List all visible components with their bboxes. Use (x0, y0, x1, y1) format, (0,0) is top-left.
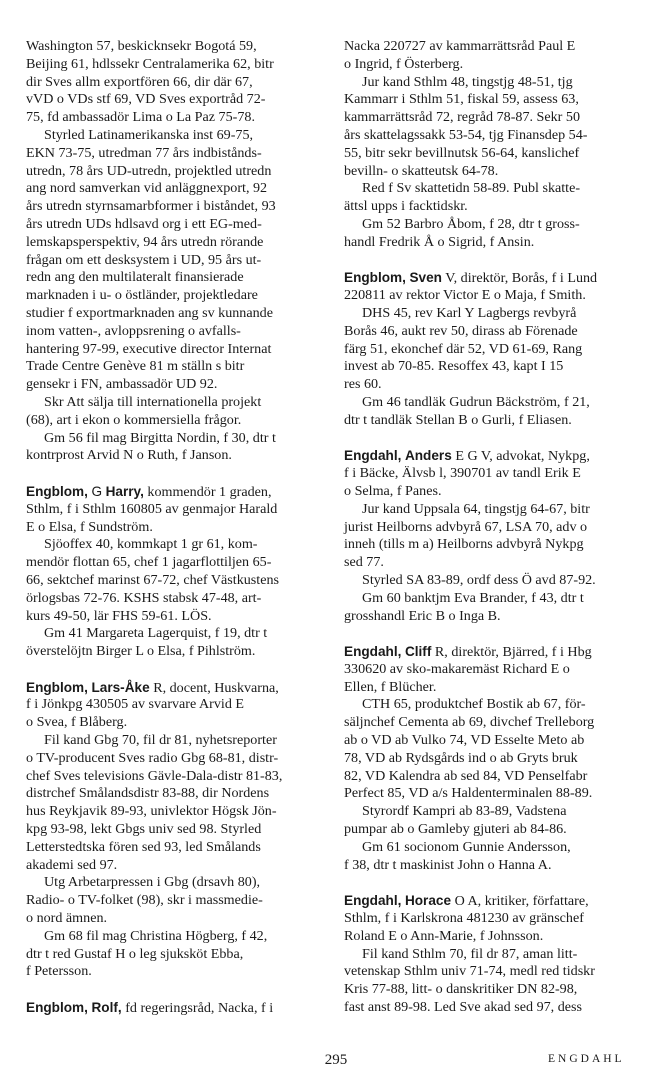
right-column (344, 38, 646, 1017)
entry-header (26, 483, 328, 501)
text-line: marknaden i u- o östländer, projektledare (26, 287, 258, 304)
text-line: 82, VD Kalendra ab sed 84, VD Penselfabr (344, 767, 588, 784)
text-line: Jur kand Sthlm 48, tingstjg 48-51, tjg (362, 73, 573, 90)
text-line: redn ang den multilateralt finansierade (26, 269, 244, 286)
text-line: grosshandl Eric B o Inga B. (344, 607, 501, 624)
text-line: res 60. (344, 376, 382, 393)
text-line: Sthlm, f i Karlskrona 481230 av gränschef (344, 910, 584, 927)
text-line: Fil kand Sthlm 70, fil dr 87, aman litt- (362, 945, 578, 962)
text-line: o Svea, f Blåberg. (26, 714, 128, 731)
text-line: års utredn styrnsamarbformer i biståndet, 93 (26, 198, 276, 215)
text-line: Gm 56 fil mag Birgitta Nordin, f 30, dtr t (44, 429, 276, 446)
text-line: Kris 77-88, litt- o danskritiker DN 82-98, (344, 981, 578, 998)
text-line: vVD o VDs stf 69, VD Sves exportråd 72- (26, 91, 266, 108)
text-line: Ellen, f Blücher. (344, 678, 437, 695)
entry-given-name-bold: Horace (404, 893, 452, 909)
text-line: f 38, dtr t maskinist John o Hanna A. (344, 856, 552, 873)
text-line: f i Jönkpg 430505 av svarvare Arvid E (26, 696, 245, 713)
text-line: överstelöjtn Birger L o Elsa, f Pihlström. (26, 643, 256, 660)
text-line: frågan om ett desksystem i UD, 95 års ut- (26, 251, 262, 268)
text-line: akademi sed 97. (26, 856, 118, 873)
text-line: Jur kand Uppsala 64, tingstjg 64-67, bitr (362, 500, 590, 517)
entry-gap (344, 430, 646, 448)
text-line: Gm 41 Margareta Lagerquist, f 19, dtr t (44, 625, 268, 642)
text-line: Sjöoffex 40, kommkapt 1 gr 61, kom- (44, 536, 258, 553)
text-line: kontrprost Arvid N o Ruth, f Janson. (26, 447, 232, 464)
text-line: dtr t red Gustaf H o leg sjuksköt Ebba, (26, 945, 244, 962)
entry-given-name-bold: Rolf, (91, 1000, 122, 1016)
text-line: Radio- o TV-folket (98), skr i massmedie- (26, 892, 263, 909)
text-line: gensekr i FN, ambassadör UD 92. (26, 376, 218, 393)
text-line: kpg 93-98, lekt Gbgs univ sed 98. Styrled (26, 821, 262, 838)
text-line: Nacka 220727 av kammarrättsråd Paul E (344, 38, 576, 54)
text-line: o TV-producent Sves radio Gbg 68-81, distr- (26, 749, 279, 766)
text-line: mendör flottan 65, chef 1 jagarflottiljen 65- (26, 554, 272, 571)
entry-header-text: R, direktör, Bjärred, f i Hbg (434, 644, 592, 661)
entry-gap (344, 874, 646, 892)
text-line: fast anst 89-98. Led Sve akad sed 97, dess (344, 999, 582, 1016)
text-line: Utg Arbetarpressen i Gbg (drsavh 80), (44, 874, 261, 891)
text-line: inneh (tills m a) Heilborns advbyrå Nykpg (344, 536, 584, 553)
running-head: ENGDAHL (548, 1053, 625, 1065)
text-line: utredn, 78 års UD-utredn, projektled utredn (26, 162, 272, 179)
text-line: färg 51, ekonchef där 52, VD 61-69, Rang (344, 340, 583, 357)
entry-header (344, 447, 646, 465)
entry-given-name-bold: Anders (404, 448, 452, 464)
entry-gap (26, 981, 328, 999)
text-line: 55, bitr sekr bevillnutsk 56-64, kanslichef (344, 144, 580, 161)
entry-surname: Engblom, (344, 270, 406, 286)
text-line: Kammarr i Sthlm 51, fiskal 59, assess 63, (344, 91, 579, 108)
text-line: Washington 57, beskicknsekr Bogotá 59, (26, 38, 257, 54)
text-line: hus Reykjavik 89-93, univlektor Högsk Jön- (26, 803, 277, 820)
entry-surname: Engdahl, (344, 448, 402, 464)
text-line: kurs 49-50, lär FHS 59-61. LÖS. (26, 607, 212, 624)
entry-given-name-bold: Cliff (404, 644, 432, 660)
text-line: o Selma, f Panes. (344, 482, 442, 499)
text-line: Letterstedtska fören sed 93, led Smålands (26, 838, 261, 855)
text-line: dtr t tandläk Stellan B o Gurli, f Eliasen. (344, 411, 572, 428)
text-line: sed 77. (344, 554, 384, 571)
text-line: studier f exportmarknaden ang sv kunnande (26, 304, 273, 321)
entry-header (344, 892, 646, 910)
text-line: lemskapsperspektiv, 94 års utredn rörande (26, 233, 264, 250)
text-line: Fil kand Gbg 70, fil dr 81, nyhetsreporter (44, 732, 277, 749)
entry-surname: Engblom, (26, 1000, 88, 1016)
text-line: 66, sektchef marinst 67-72, chef Västkustens (26, 571, 279, 588)
text-line: Red f Sv skattetidn 58-89. Publ skatte- (362, 180, 581, 197)
text-line: Roland E o Ann-Marie, f Johnsson. (344, 927, 544, 944)
entry-given-name-bold: Lars-Åke (91, 679, 150, 695)
entry-header-text: kommendör 1 graden, (147, 483, 272, 500)
text-line: invest ab 70-85. Resoffex 43, kapt I 15 (344, 358, 564, 375)
text-line: örlogsbas 72-76. KSHS stabsk 47-48, art- (26, 589, 262, 606)
text-line: Gm 61 socionom Gunnie Andersson, (362, 838, 571, 855)
text-line: distrchef Smålandsdistr 83-88, dir Nordens (26, 785, 270, 802)
text-line: kammarrättsråd 72, regråd 78-87. Sekr 50 (344, 109, 580, 126)
text-line: Gm 68 fil mag Christina Högberg, f 42, (44, 927, 268, 944)
text-line: f Petersson. (26, 963, 92, 980)
text-line: f i Bäcke, Älvsb l, 390701 av tandl Erik E (344, 465, 581, 482)
entry-header-text: V, direktör, Borås, f i Lund (445, 270, 598, 287)
text-line: 220811 av rektor Victor E o Maja, f Smith. (344, 287, 586, 304)
entry-surname: Engdahl, (344, 893, 402, 909)
text-line: 78, VD ab Rydsgårds ind o ab Gryts bruk (344, 749, 578, 766)
text-line: ättsl upps i facktidskr. (344, 198, 468, 215)
entry-gap (26, 661, 328, 679)
text-line: Gm 52 Barbro Åbom, f 28, dtr t gross- (362, 215, 580, 232)
text-line: o nord ämnen. (26, 910, 108, 927)
entry-gap (26, 465, 328, 483)
entry-header (344, 269, 646, 287)
text-line: Styrled Latinamerikanska inst 69-75, (44, 126, 254, 143)
text-line: handl Fredrik Å o Sigrid, f Ansin. (344, 233, 535, 250)
text-line: (68), art i ekon o kommersiella frågor. (26, 411, 242, 428)
entry-surname: Engblom, (26, 679, 88, 695)
text-line: CTH 65, produktchef Bostik ab 67, för- (362, 696, 586, 713)
entry-given-name-bold: Sven (409, 270, 442, 286)
text-line: pumpar ab o Gamleby gjuteri ab 84-86. (344, 821, 567, 838)
entry-given-name-bold: Harry, (105, 483, 144, 499)
text-line: ab o VD ab Vulko 74, VD Esselte Meto ab (344, 732, 585, 749)
entry-surname: Engdahl, (344, 644, 402, 660)
text-line: vetenskap Sthlm univ 71-74, medl red tidskr (344, 963, 595, 980)
text-line: E o Elsa, f Sundström. (26, 518, 153, 535)
text-line: 330620 av sko-makaremäst Richard E o (344, 660, 570, 677)
text-line: inom vatten-, avloppsrening o avfalls- (26, 322, 241, 339)
text-line: bevilln- o skatteutsk 64-78. (344, 162, 499, 179)
entry-gap (344, 625, 646, 643)
text-line: Gm 46 tandläk Gudrun Bäckström, f 21, (362, 393, 590, 410)
text-line: EKN 73-75, utredman 77 års indbistånds- (26, 144, 262, 161)
entry-header-text: R, docent, Huskvarna, (153, 679, 279, 696)
text-line: säljnchef Cementa ab 69, divchef Trelleborg (344, 714, 595, 731)
text-line: chef Sves televisions Gävle-Dala-distr 81-83, (26, 767, 283, 784)
entry-header (26, 999, 328, 1017)
text-line: dir Sves allm exportfören 66, dir där 67, (26, 73, 253, 90)
text-line: ang nord samverkan vid anläggnexport, 92 (26, 180, 268, 197)
text-line: hantering 97-99, executive director Internat (26, 340, 272, 357)
text-line: 75, fd ambassadör Lima o La Paz 75-78. (26, 109, 255, 126)
entry-header-text: fd regeringsråd, Nacka, f i (125, 1000, 274, 1017)
text-line: Styrled SA 83-89, ordf dess Ö avd 87-92. (362, 571, 596, 588)
entry-gap (344, 252, 646, 270)
text-line: Sthlm, f i Sthlm 160805 av genmajor Harald (26, 500, 278, 517)
text-line: o Ingrid, f Österberg. (344, 55, 464, 72)
left-column (26, 38, 328, 1017)
entry-header (344, 643, 646, 661)
text-line: års utredn UDs hdlsavd org i ett EG-med- (26, 215, 262, 232)
entry-header (26, 679, 328, 697)
entry-given-name: G (91, 483, 103, 499)
text-line: jurist Heilborns advbyrå 67, LSA 70, adv o (344, 518, 588, 535)
text-line: Perfect 85, VD a/s Haldenterminalen 88-89. (344, 785, 593, 802)
page-number: 295 (324, 1052, 348, 1068)
entry-header-text: O A, kritiker, författare, (454, 893, 589, 910)
entry-surname: Engblom, (26, 483, 88, 499)
text-line: Borås 46, aukt rev 50, dirass ab Förenade (344, 322, 578, 339)
text-line: Styrordf Kampri ab 83-89, Vadstena (362, 803, 567, 820)
text-line: Trade Centre Genève 81 m ställn s bitr (26, 358, 245, 375)
text-line: Beijing 61, hdlssekr Centralamerika 62, bitr (26, 55, 274, 72)
text-line: DHS 45, rev Karl Y Lagbergs revbyrå (362, 304, 577, 321)
text-line: Skr Att sälja till internationella projekt (44, 393, 262, 410)
text-line: Gm 60 banktjm Eva Brander, f 43, dtr t (362, 589, 584, 606)
text-line: års skattelagssakk 53-54, tjg Finansdep 54- (344, 126, 588, 143)
entry-header-text: E G V, advokat, Nykpg, (455, 448, 590, 465)
